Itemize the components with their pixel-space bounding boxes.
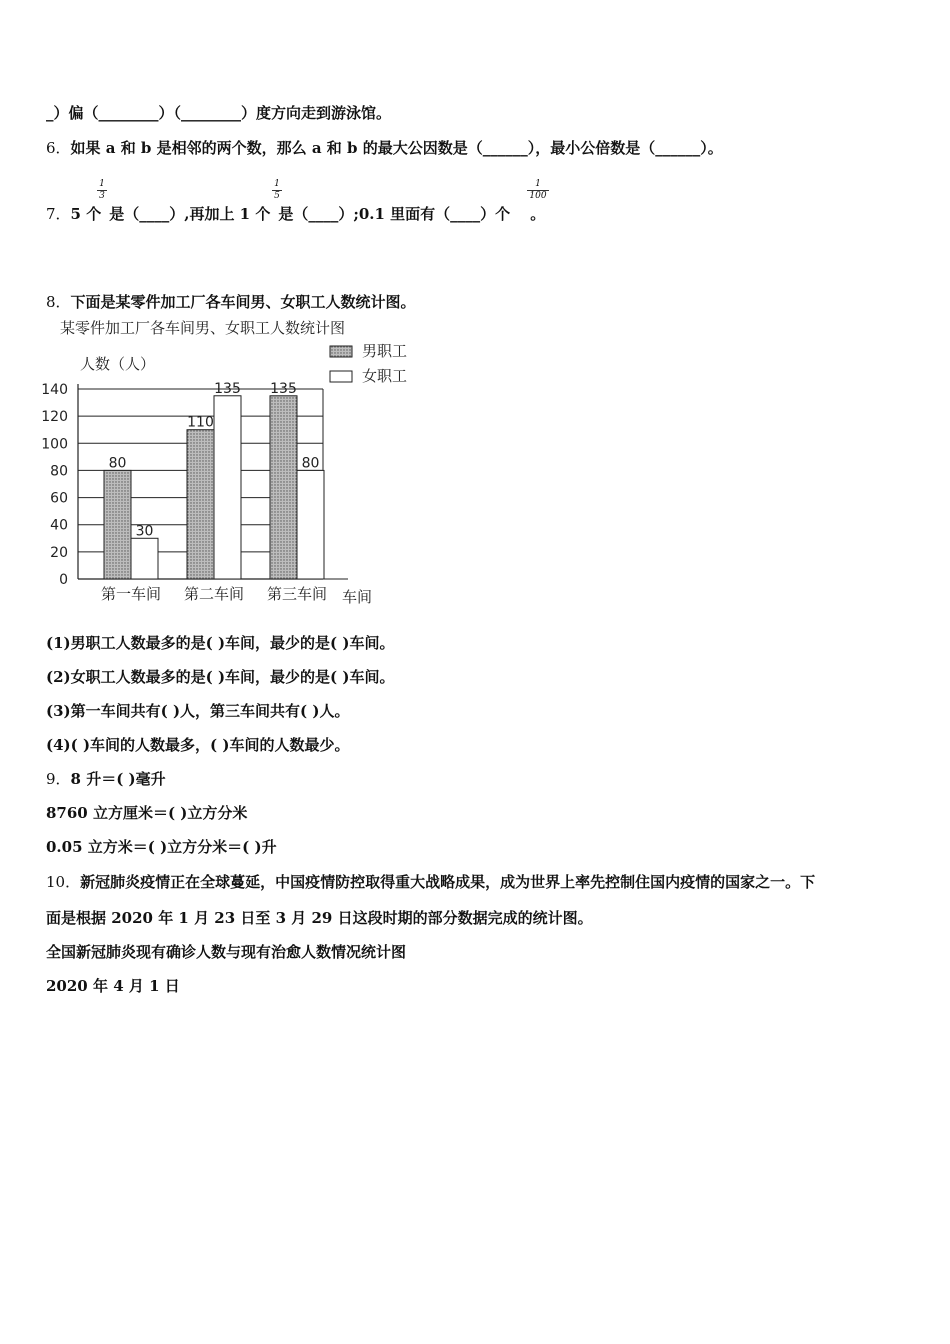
data-label: 30 [135, 523, 154, 540]
bar-female [131, 538, 158, 579]
q6-number: 6． [46, 139, 71, 157]
q7-part1: 5 个 [70, 205, 102, 223]
data-label: 80 [108, 455, 127, 472]
y-tick-label: 0 [59, 572, 68, 588]
q10-line2: 面是根据 2020 年 1 月 23 日至 3 月 29 日这段时期的部分数据完成的统计图。 [46, 909, 593, 927]
bar-female [214, 396, 241, 579]
q8-sub4: (4)( )车间的人数最多，( )车间的人数最少。 [46, 736, 350, 754]
q7-part2: 是（____）,再加上 1 个 [109, 205, 271, 223]
x-tick-label: 第一车间 [100, 585, 162, 603]
bar-male [104, 470, 131, 579]
legend-label: 男职工 [362, 342, 408, 360]
question-9 [46, 768, 166, 789]
y-tick-label: 60 [50, 490, 68, 507]
legend-swatch [330, 371, 352, 382]
q6-text: 如果 a 和 b 是相邻的两个数，那么 a 和 b 的最大公因数是（______），最小公倍数是（______）。 [70, 139, 723, 157]
q8-number: 8． [46, 293, 71, 311]
q9-line2: 8760 立方厘米＝( )立方分米 [46, 804, 248, 822]
q9-line1: 8 升＝( )毫升 [70, 770, 166, 788]
q8-intro-text: 下面是某零件加工厂各车间男、女职工人数统计图。 [70, 293, 416, 311]
bar-male [187, 430, 214, 579]
y-tick-label: 140 [41, 382, 68, 398]
x-axis-label: 车间 [342, 588, 373, 606]
q10-chart-title: 全国新冠肺炎现有确诊人数与现有治愈人数情况统计图 [46, 943, 407, 961]
q10-line1: 新冠肺炎疫情正在全球蔓延，中国疫情防控取得重大战略成果，成为世界上率先控制住国内疫情的国家之一。下 [80, 873, 816, 891]
q8-sub3: (3)第一车间共有( )人，第三车间共有( )人。 [46, 702, 350, 720]
y-tick-label: 100 [41, 436, 68, 453]
question-6 [46, 137, 723, 158]
y-axis-label: 人数（人） [80, 355, 156, 373]
q7-number: 7． [46, 205, 71, 223]
q8-sub1: (1)男职工人数最多的是( )车间，最少的是( )车间。 [46, 634, 395, 652]
fraction-one-third: 1 3 [97, 180, 107, 201]
q7-part3: 是（____）;0.1 里面有（____）个 [278, 205, 511, 223]
question-8-intro [46, 291, 416, 312]
q7-part4: 。 [530, 205, 546, 223]
x-tick-label: 第三车间 [266, 585, 328, 603]
legend-swatch [330, 346, 352, 357]
q9-number: 9． [46, 770, 71, 788]
x-tick-label: 第二车间 [183, 585, 245, 603]
bar-female [297, 470, 324, 579]
question-10 [46, 871, 815, 892]
data-label: 80 [301, 455, 320, 472]
q10-number: 10． [46, 873, 81, 891]
fraction-one-hundredth: 1 100 [527, 180, 549, 201]
bar-male [270, 396, 297, 579]
data-label: 135 [270, 380, 297, 397]
y-tick-label: 80 [50, 463, 68, 480]
bar-chart [40, 316, 440, 616]
q10-date: 2020 年 4 月 1 日 [46, 977, 180, 995]
y-tick-label: 120 [41, 409, 68, 426]
y-tick-label: 20 [50, 544, 68, 561]
data-label: 135 [214, 380, 241, 397]
data-label: 110 [187, 414, 214, 431]
fraction-one-fifth: 1 5 [272, 180, 282, 201]
q8-sub2: (2)女职工人数最多的是( )车间，最少的是( )车间。 [46, 668, 395, 686]
y-tick-label: 40 [50, 517, 68, 534]
question-7 [46, 203, 545, 224]
legend-label: 女职工 [362, 367, 408, 385]
chart-title: 某零件加工厂各车间男、女职工人数统计图 [60, 319, 346, 337]
q9-line3: 0.05 立方米＝( )立方分米＝( )升 [46, 838, 277, 856]
q5-tail: _）偏（________）（________）度方向走到游泳馆。 [46, 104, 392, 122]
